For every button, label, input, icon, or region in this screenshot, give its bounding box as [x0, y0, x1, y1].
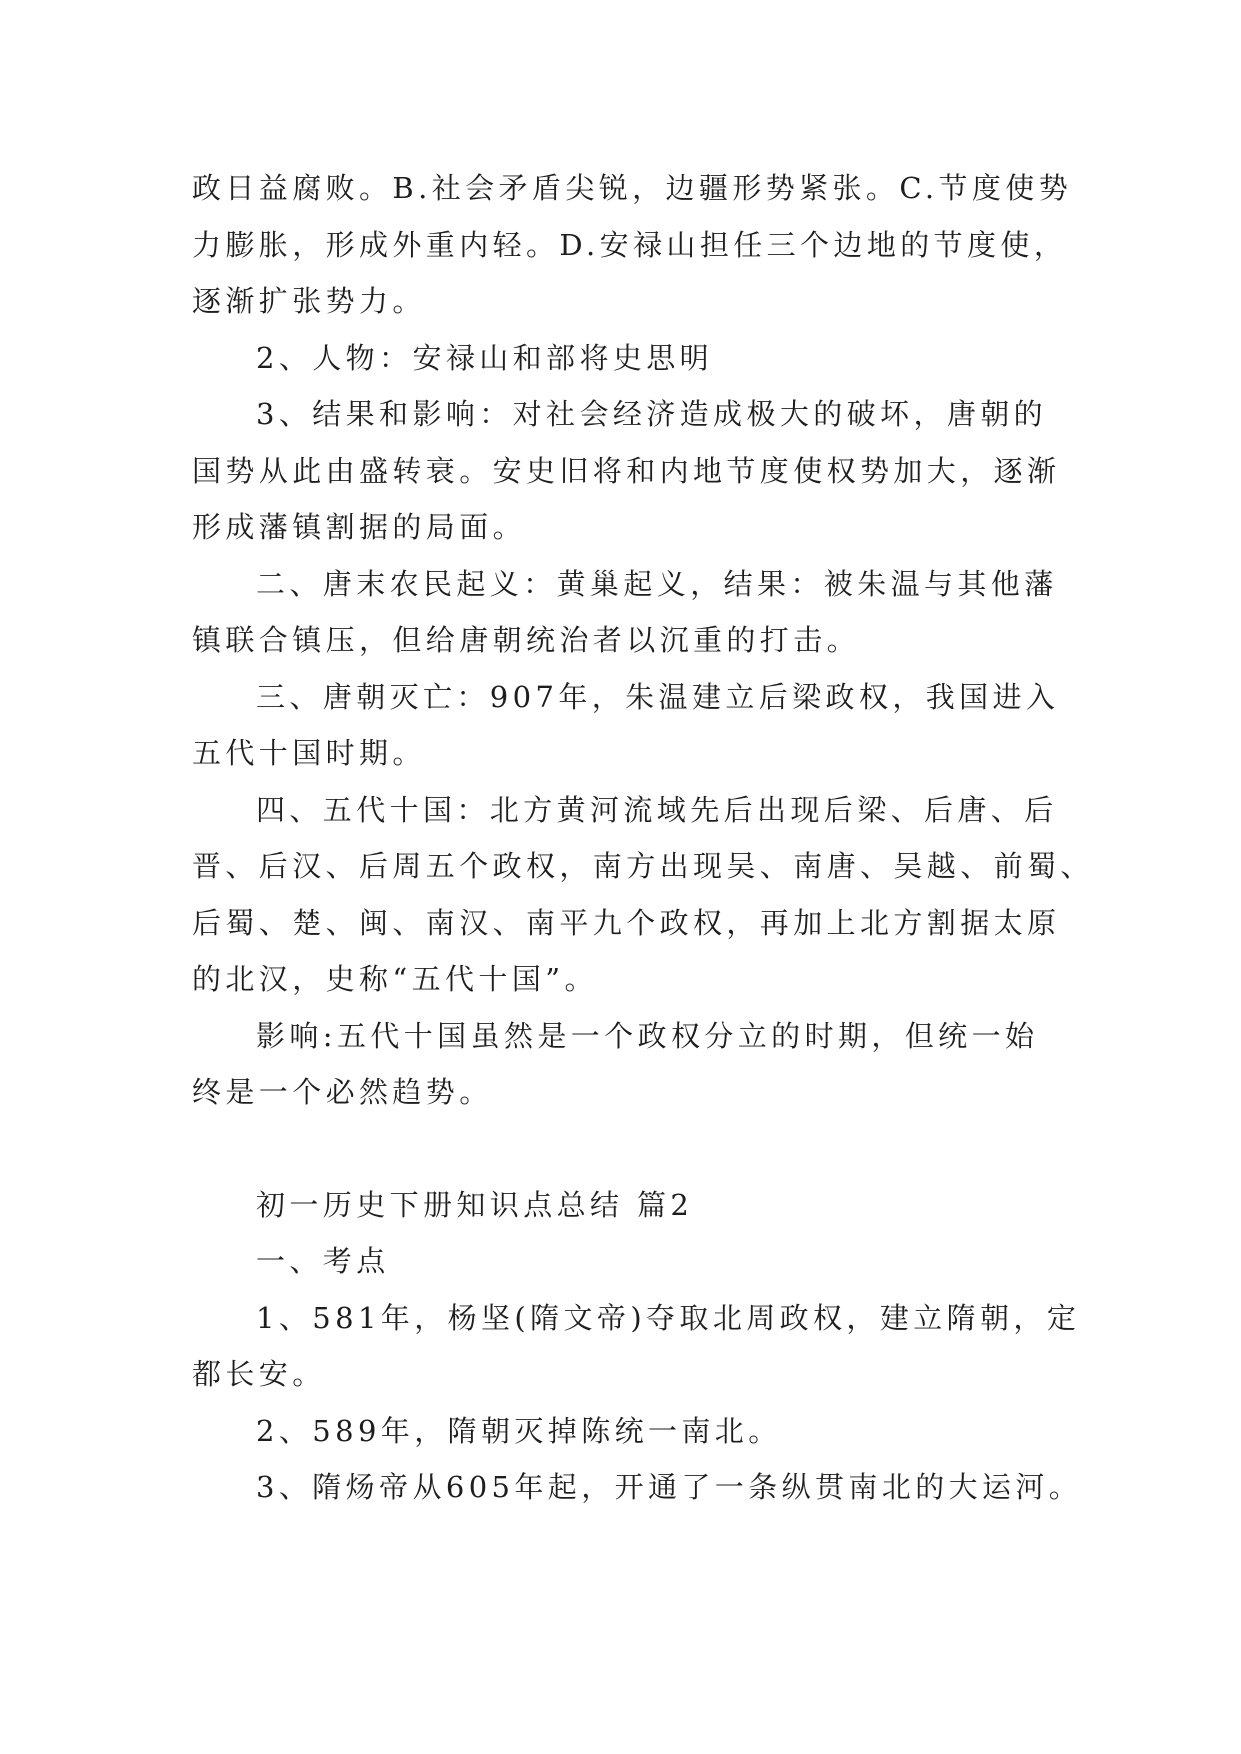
text-line: 四、五代十国：北方黄河流域先后出现后梁、后唐、后 [256, 792, 1058, 827]
text-line: 三、唐朝灭亡：907年，朱温建立后梁政权，我国进入 [256, 679, 1060, 714]
text-line: 力膨胀，形成外重内轻。D.安禄山担任三个边地的节度使， [192, 227, 1068, 262]
text-line: 后蜀、楚、闽、南汉、南平九个政权，再加上北方割据太原 [192, 905, 1061, 940]
text-line: 的北汉，史称“五代十国”。 [192, 962, 598, 996]
text-line: 形成藩镇割据的局面。 [192, 510, 527, 544]
document-body [192, 160, 1094, 1516]
text-line: 二、唐末农民起义：黄巢起义，结果：被朱温与其他藩 [256, 566, 1058, 601]
text-line: 政日益腐败。B.社会矛盾尖锐，边疆形势紧张。C.节度使势 [192, 171, 1073, 205]
text-line: 镇联合镇压，但给唐朝统治者以沉重的打击。 [192, 623, 861, 657]
text-line: 3、隋炀帝从605年起，开通了一条纵贯南北的大运河。 [256, 1470, 1083, 1504]
text-line: 3、结果和影响：对社会经济造成极大的破坏，唐朝的 [256, 397, 1048, 431]
text-line: 晋、后汉、后周五个政权，南方出现吴、南唐、吴越、前蜀、 [192, 849, 1094, 883]
text-line: 一、考点 [256, 1244, 390, 1278]
text-line: 逐渐扩张势力。 [192, 284, 426, 318]
text-line: 2、人物：安禄山和部将史思明 [256, 340, 714, 375]
section-spacer [192, 1121, 1062, 1177]
text-line: 1、581年，杨坚(隋文帝)夺取北周政权，建立隋朝，定 [256, 1300, 1081, 1335]
text-line: 2、589年，隋朝灭掉陈统一南北。 [256, 1413, 782, 1448]
text-line: 国势从此由盛转衰。安史旧将和内地节度使权势加大，逐渐 [192, 453, 1061, 488]
text-line: 五代十国时期。 [192, 736, 426, 770]
section-heading: 初一历史下册知识点总结 篇2 [256, 1187, 694, 1222]
text-line: 影响:五代十国虽然是一个政权分立的时期，但统一始 [256, 1018, 1039, 1053]
text-line: 都长安。 [192, 1357, 326, 1391]
text-line: 终是一个必然趋势。 [192, 1075, 493, 1109]
